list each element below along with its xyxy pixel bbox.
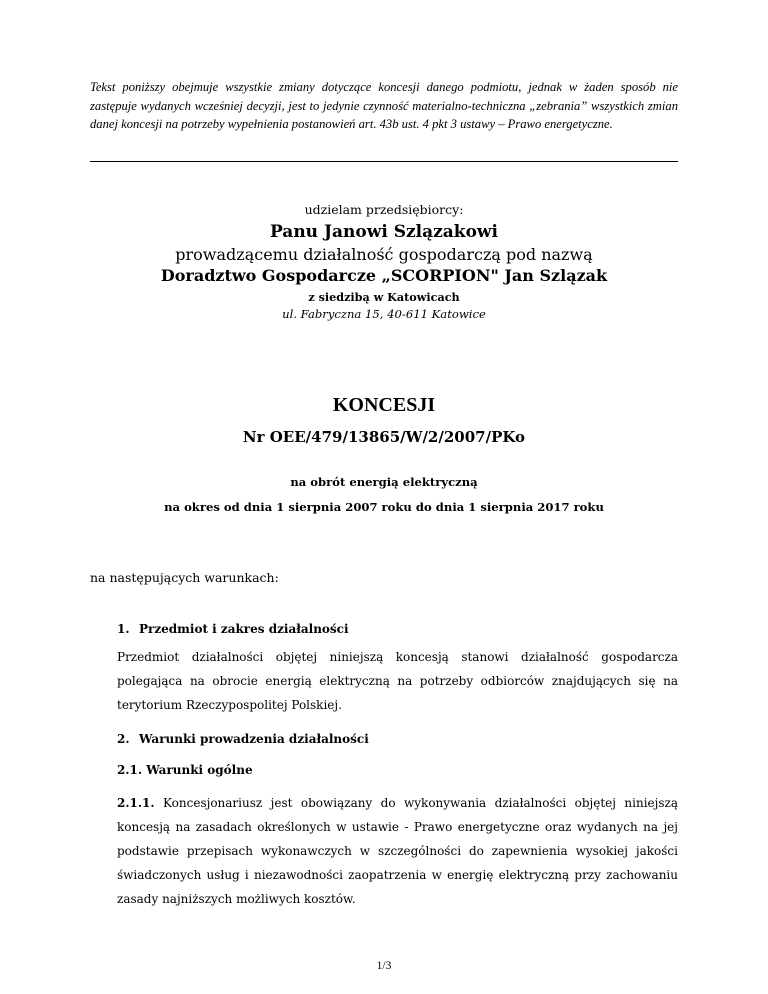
license-period: na okres od dnia 1 sierpnia 2007 roku do dnia 1 sierpnia 2017 roku [164,500,604,514]
document-heading: KONCESJI [332,394,436,416]
address: ul. Fabryczna 15, 40-611 Katowice [282,307,486,321]
company-name: Doradztwo Gospodarcze „SCORPION" Jan Szlązak [160,266,608,285]
section-2-1-1-number: 2.1.1. [117,796,155,810]
seat-line: z siedzibą w Katowicach [308,290,460,304]
conditions-intro: na następujących warunkach: [90,570,279,585]
section-2-title: Warunki prowadzenia działalności [139,732,369,746]
section-2-number: 2. [117,732,130,746]
notice-text: Tekst poniższy obejmuje wszystkie zmiany dotyczące koncesji danego podmiotu, jednak w żaden sposób nie zastępuje wydanych wcześniej decyzji, jest to jedynie czynność materialno-techniczna „zebrania” wszystkich zmian danej koncesji na potrzeby wypełnienia postanowień art. 43b ust. 4 pkt 3 ustawy – Prawo energetyczne. [90,80,678,131]
recipient-name: Panu Janowi Szlązakowi [269,222,499,242]
section-2-1-heading: 2.1. Warunki ogólne [117,763,253,777]
grant-line: udzielam przedsiębiorcy: [304,202,464,217]
conducting-line: prowadzącemu działalność gospodarczą pod nazwą [175,245,593,264]
divider [90,161,678,162]
license-scope: na obrót energią elektryczną [290,475,478,489]
section-1-text: Przedmiot działalności objętej niniejszą koncesją stanowi działalność gospodarcza polegająca na obrocie energią elektryczną na potrzeby odbiorców znajdujących się na terytorium Rzeczypospolitej Polskiej. [117,650,678,712]
section-2-1-1-text: Koncesjonariusz jest obowiązany do wykonywania działalności objętej niniejszą koncesją na zasadach określonych w ustawie - Prawo energetyczne oraz wydanych na jej podstawie przepisach wykonawczych w szczególności do zapewnienia wysokiej jakości świadczonych usług i niezawodności zaopatrzenia w energię elektryczną przy zachowaniu zasady najniższych możliwych kosztów. [117,796,678,906]
page-number: 1/3 [376,960,392,972]
section-1-title: Przedmiot i zakres działalności [139,622,349,636]
section-2-1-1-paragraph [117,791,678,911]
license-number: Nr OEE/479/13865/W/2/2007/PKo [242,428,526,446]
section-1-number: 1. [117,622,130,636]
